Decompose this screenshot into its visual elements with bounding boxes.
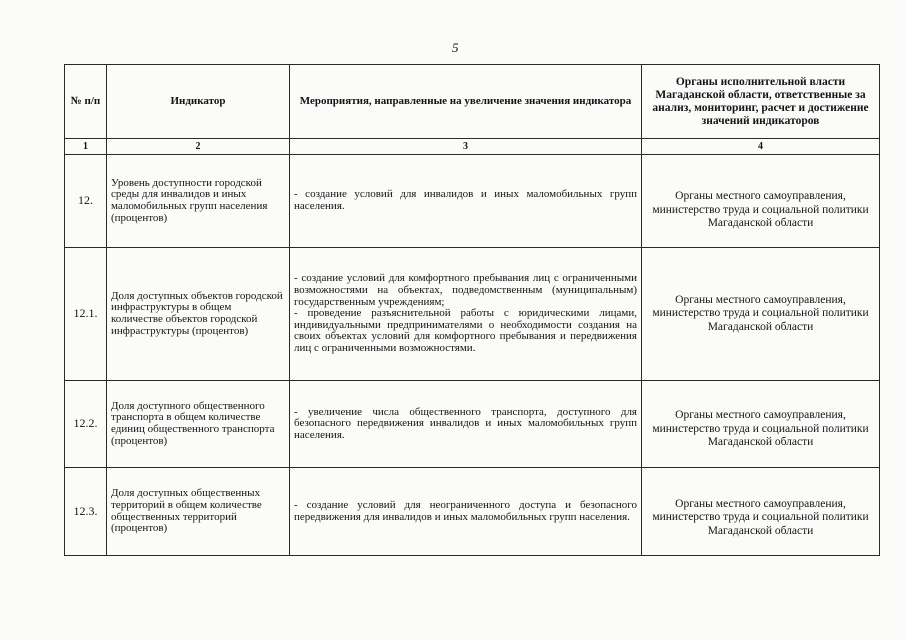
organs-cell: Органы местного самоуправления, министерство труда и социальной политики Магаданской области <box>642 381 880 468</box>
measures-cell: - увеличение числа общественного транспорта, доступного для безопасного передвижения инвалидов и иных маломобильных групп населения. <box>290 381 642 468</box>
indicator-cell: Уровень доступности городской среды для инвалидов и иных маломобильных групп населения (процентов) <box>107 155 290 248</box>
measures-cell <box>290 248 642 381</box>
indicator-cell: Доля доступного общественного транспорта в общем количестве единиц общественного транспорта (процентов) <box>107 381 290 468</box>
column-number: 4 <box>642 139 880 155</box>
indicator-cell: Доля доступных объектов городской инфраструктуры в общем количестве объектов городской инфраструктуры (процентов) <box>107 248 290 381</box>
table-header-row <box>65 65 880 139</box>
table-row <box>65 248 880 381</box>
page-number: 5 <box>452 40 459 55</box>
organs-cell: Органы местного самоуправления, министерство труда и социальной политики Магаданской области <box>642 155 880 248</box>
header-num: № п/п <box>65 65 107 139</box>
column-number-row <box>65 139 880 155</box>
column-number: 1 <box>65 139 107 155</box>
measure-item: - проведение разъяснительной работы с юридическими лицами, индивидуальными предпринимателями о необходимости создания на своих объектах условий для комфортного пребывания и передвижения лиц с ограниченными возможностями. <box>294 307 637 354</box>
header-measures: Мероприятия, направленные на увеличение значения индикатора <box>290 65 642 139</box>
row-number: 12.1. <box>65 248 107 381</box>
row-number: 12.2. <box>65 381 107 468</box>
indicators-table <box>64 64 880 556</box>
column-number: 2 <box>107 139 290 155</box>
measure-item: - создание условий для комфортного пребывания лиц с ограниченными возможностями на объектах, подведомственным (муниципальным) государственным учреждениям; <box>294 272 637 308</box>
measures-cell: - создание условий для неограниченного доступа и безопасного передвижения для инвалидов и иных маломобильных групп населения. <box>290 468 642 556</box>
header-indicator: Индикатор <box>107 65 290 139</box>
organs-cell: Органы местного самоуправления, министерство труда и социальной политики Магаданской области <box>642 248 880 381</box>
header-organs: Органы исполнительной власти Магаданской области, ответственные за анализ, мониторинг, расчет и достижение значений индикаторов <box>642 65 880 139</box>
table-row <box>65 155 880 248</box>
measures-cell: - создание условий для инвалидов и иных маломобильных групп населения. <box>290 155 642 248</box>
table-row <box>65 468 880 556</box>
row-number: 12.3. <box>65 468 107 556</box>
row-number: 12. <box>65 155 107 248</box>
table-row <box>65 381 880 468</box>
column-number: 3 <box>290 139 642 155</box>
indicator-cell: Доля доступных общественных территорий в общем количестве общественных территорий (процентов) <box>107 468 290 556</box>
organs-cell: Органы местного самоуправления, министерство труда и социальной политики Магаданской области <box>642 468 880 556</box>
